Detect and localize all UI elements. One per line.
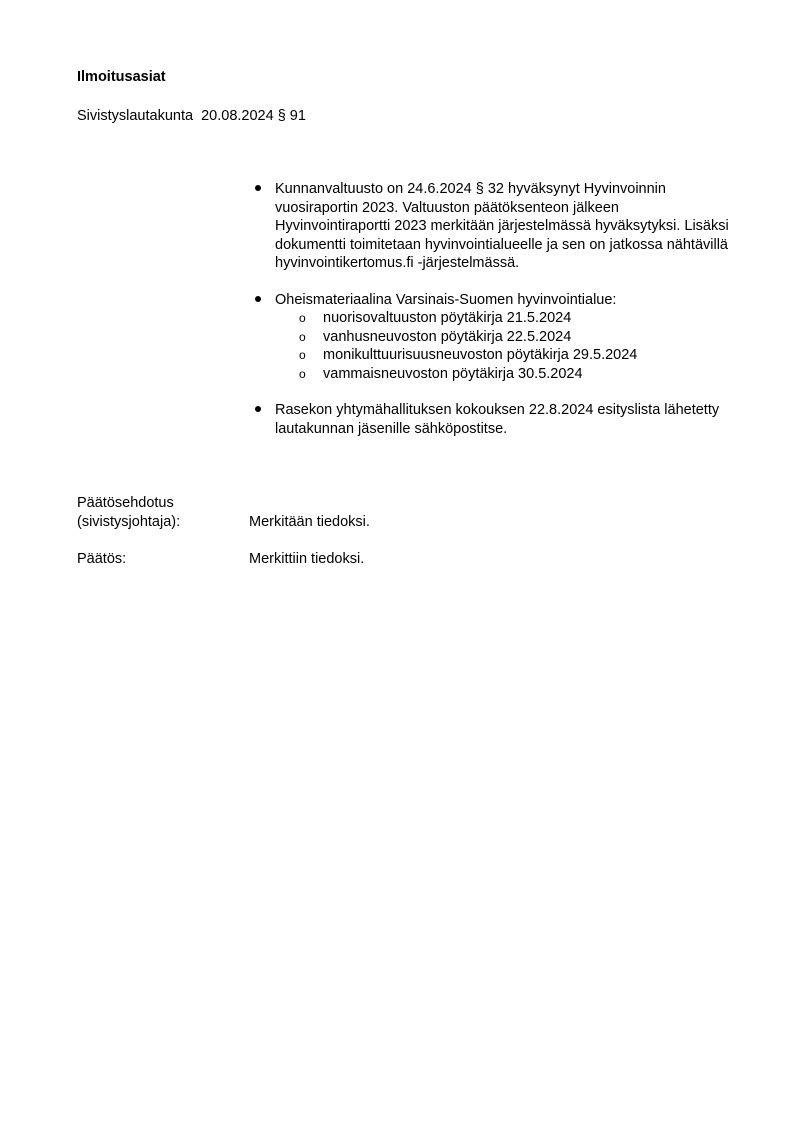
list-item: [249, 401, 729, 438]
meeting-reference: Sivistyslautakunta 20.08.2024 § 91: [77, 108, 306, 124]
proposal-label-role: (sivistysjohtaja):: [77, 514, 181, 530]
sublist-item-text: nuorisovaltuuston pöytäkirja 21.5.2024: [323, 310, 572, 326]
sublist-item-text: vanhusneuvoston pöytäkirja 22.5.2024: [323, 328, 572, 345]
sublist-item: [275, 346, 729, 365]
proposal-value: Merkitään tiedoksi.: [249, 514, 370, 530]
list-item: [249, 180, 729, 273]
sublist-item: [275, 328, 729, 347]
proposal-label-line1: [77, 494, 174, 512]
list-item-text: Rasekon yhtymähallituksen kokouksen 22.8.2024 esityslista lähetetty lautakunnan jäsenille sähköpostitse.: [275, 402, 720, 437]
decision-value: Merkittiin tiedoksi.: [249, 551, 365, 567]
circle-bullet-icon: o: [299, 311, 306, 325]
sublist-item: [275, 365, 729, 384]
sublist-item-text: vammaisneuvoston pöytäkirja 30.5.2024: [323, 365, 583, 382]
sublist-item: [275, 309, 729, 328]
attachment-sublist: [275, 309, 729, 383]
sublist-item-text: monikulttuurisuusneuvoston pöytäkirja 29.5.2024: [323, 347, 638, 363]
bullet-icon: [253, 291, 263, 310]
proposal-row: [77, 513, 370, 531]
circle-bullet-icon: o: [299, 348, 306, 362]
bullet-icon: [253, 401, 263, 420]
page-title: Ilmoitusasiat: [77, 69, 166, 85]
bullet-icon: [253, 180, 263, 199]
list-item-text: Oheismateriaalina Varsinais-Suomen hyvinvointialue:: [275, 291, 617, 308]
circle-bullet-icon: o: [299, 329, 306, 344]
decision-label: Päätös:: [77, 551, 127, 567]
circle-bullet-icon: o: [299, 366, 306, 381]
list-item: [249, 291, 729, 384]
decision-row: [77, 550, 365, 568]
list-item-text: Kunnanvaltuusto on 24.6.2024 § 32 hyväksynyt Hyvinvoinnin vuosiraportin 2023. Valtuuston päätöksenteon jälkeen Hyvinvointiraportti 2023 merkitään järjestelmässä hyväksytyksi. Lisäksi dokumentti toimitetaan hyvinvointialueelle ja sen on jatkossa nähtävillä hyvinvointikertomus.fi -järjestelmässä.: [275, 181, 729, 271]
proposal-label: Päätösehdotus: [77, 495, 174, 511]
announcement-list: [249, 180, 729, 438]
